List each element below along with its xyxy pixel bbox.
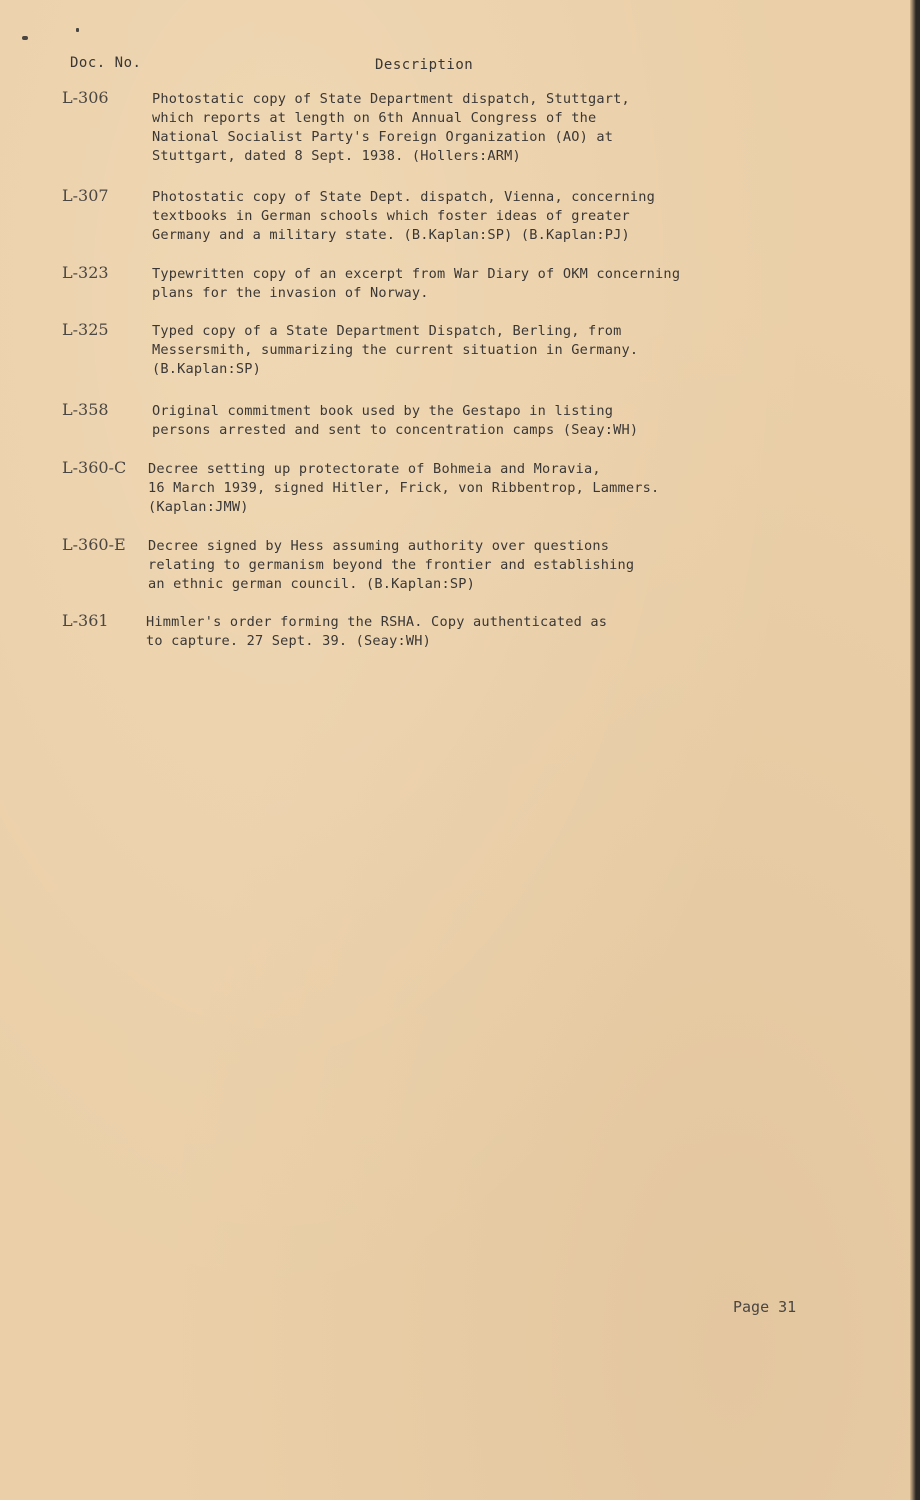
description-line: Photostatic copy of State Dept. dispatch, Vienna, concerning <box>152 189 656 205</box>
entry-description <box>152 265 772 303</box>
description-line: (B.Kaplan:SP) <box>152 361 261 377</box>
paper-edge <box>910 0 916 1500</box>
doc-no-header: Doc. No. <box>70 55 142 71</box>
doc-number: L-358 <box>62 400 109 419</box>
doc-number: L-361 <box>62 611 109 630</box>
description-line: persons arrested and sent to concentration camps (Seay:WH) <box>152 422 639 438</box>
description-line: Typed copy of a State Department Dispatch, Berling, from <box>152 323 622 339</box>
description-line: Original commitment book used by the Gestapo in listing <box>152 403 614 419</box>
description-line: textbooks in German schools which foster ideas of greater <box>152 208 630 224</box>
description-line: Typewritten copy of an excerpt from War Diary of OKM concerning <box>152 266 681 282</box>
entry-description <box>152 188 772 245</box>
doc-number: L-325 <box>62 320 109 339</box>
entry-description <box>152 322 772 379</box>
description-line: Himmler's order forming the RSHA. Copy authenticated as <box>146 614 608 630</box>
entry-description <box>152 402 772 440</box>
description-line: National Socialist Party's Foreign Organization (AO) at <box>152 129 614 145</box>
entry-description <box>148 537 768 594</box>
entry-description <box>148 460 768 517</box>
description-line: Messersmith, summarizing the current situation in Germany. <box>152 342 639 358</box>
doc-number: L-306 <box>62 88 109 107</box>
entry-description <box>152 90 772 166</box>
description-line: Stuttgart, dated 8 Sept. 1938. (Hollers:ARM) <box>152 148 521 164</box>
doc-number: L-360-E <box>62 535 126 554</box>
description-line: Germany and a military state. (B.Kaplan:SP) (B.Kaplan:PJ) <box>152 227 630 243</box>
description-line: Decree setting up protectorate of Bohmeia and Moravia, <box>148 461 601 477</box>
description-line: (Kaplan:JMW) <box>148 499 249 515</box>
page-number: Page 31 <box>733 1298 797 1316</box>
doc-number: L-307 <box>62 186 109 205</box>
ink-mark <box>22 36 28 40</box>
description-line: to capture. 27 Sept. 39. (Seay:WH) <box>146 633 432 649</box>
description-line: which reports at length on 6th Annual Congress of the <box>152 110 597 126</box>
description-line: plans for the invasion of Norway. <box>152 285 429 301</box>
description-line: 16 March 1939, signed Hitler, Frick, von Ribbentrop, Lammers. <box>148 480 660 496</box>
entry-description <box>146 613 766 651</box>
description-line: relating to germanism beyond the frontier and establishing <box>148 557 635 573</box>
doc-number: L-323 <box>62 263 109 282</box>
description-line: Photostatic copy of State Department dispatch, Stuttgart, <box>152 91 630 107</box>
doc-number: L-360-C <box>62 458 127 477</box>
description-header: Description <box>375 57 474 73</box>
description-line: Decree signed by Hess assuming authority over questions <box>148 538 610 554</box>
description-line: an ethnic german council. (B.Kaplan:SP) <box>148 576 475 592</box>
ink-mark <box>76 28 79 32</box>
